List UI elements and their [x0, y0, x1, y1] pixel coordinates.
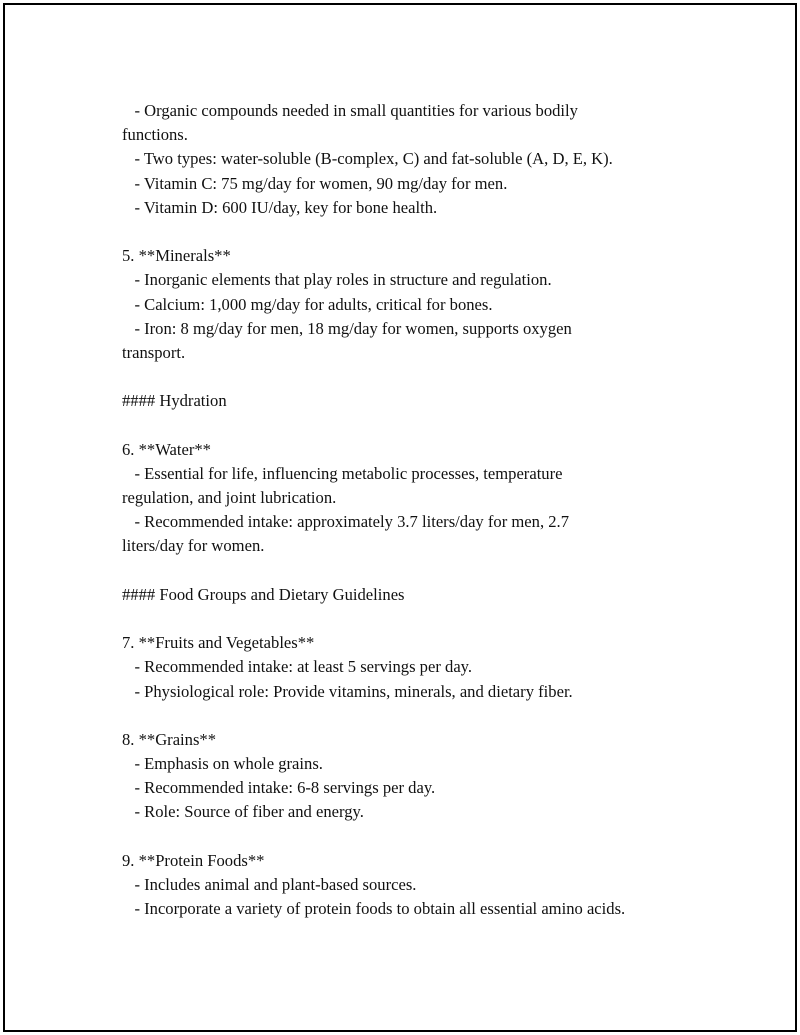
text-line: - Essential for life, influencing metabolic processes, temperature: [122, 463, 563, 483]
blank-line: [122, 413, 692, 437]
text-line: - Recommended intake: approximately 3.7 liters/day for men, 2.7: [122, 512, 569, 532]
blank-line: [122, 704, 692, 728]
text-line: 9. **Protein Foods**: [122, 850, 265, 870]
text-line: - Includes animal and plant-based sources.: [122, 875, 417, 894]
text-line: #### Hydration: [122, 391, 227, 411]
blank-line: [122, 559, 692, 583]
text-line: 7. **Fruits and Vegetables**: [122, 633, 315, 653]
text-line: - Recommended intake: at least 5 servings per day.: [122, 657, 473, 677]
text-line: - Calcium: 1,000 mg/day for adults, critical for bones.: [122, 294, 493, 314]
page-frame: [3, 3, 797, 1032]
blank-line: [122, 220, 692, 244]
text-line: regulation, and joint lubrication.: [122, 488, 337, 507]
text-line: #### Food Groups and Dietary Guidelines: [122, 584, 405, 604]
text-line: 6. **Water**: [122, 439, 211, 459]
text-line: - Emphasis on whole grains.: [122, 754, 323, 774]
text-line: - Recommended intake: 6-8 servings per day.: [122, 778, 436, 798]
text-line: 5. **Minerals**: [122, 246, 231, 266]
text-line: - Physiological role: Provide vitamins, minerals, and dietary fiber.: [122, 681, 573, 701]
text-line: transport.: [122, 342, 186, 362]
blank-line: [122, 607, 692, 631]
text-line: - Incorporate a variety of protein foods to obtain all essential amino acids.: [122, 899, 626, 919]
blank-line: [122, 365, 692, 389]
text-line: 8. **Grains**: [122, 729, 217, 749]
text-line: functions.: [122, 125, 188, 145]
document-body: [122, 99, 692, 921]
text-line: liters/day for women.: [122, 536, 265, 556]
text-line: - Organic compounds needed in small quantities for various bodily: [122, 101, 578, 120]
text-line: - Inorganic elements that play roles in structure and regulation.: [122, 270, 552, 290]
blank-line: [122, 825, 692, 849]
text-line: - Vitamin C: 75 mg/day for women, 90 mg/day for men.: [122, 173, 508, 193]
text-line: - Two types: water-soluble (B-complex, C) and fat-soluble (A, D, E, K).: [122, 149, 613, 169]
text-line: - Iron: 8 mg/day for men, 18 mg/day for women, supports oxygen: [122, 318, 572, 338]
text-line: - Vitamin D: 600 IU/day, key for bone health.: [122, 197, 438, 217]
text-line: - Role: Source of fiber and energy.: [122, 802, 364, 822]
